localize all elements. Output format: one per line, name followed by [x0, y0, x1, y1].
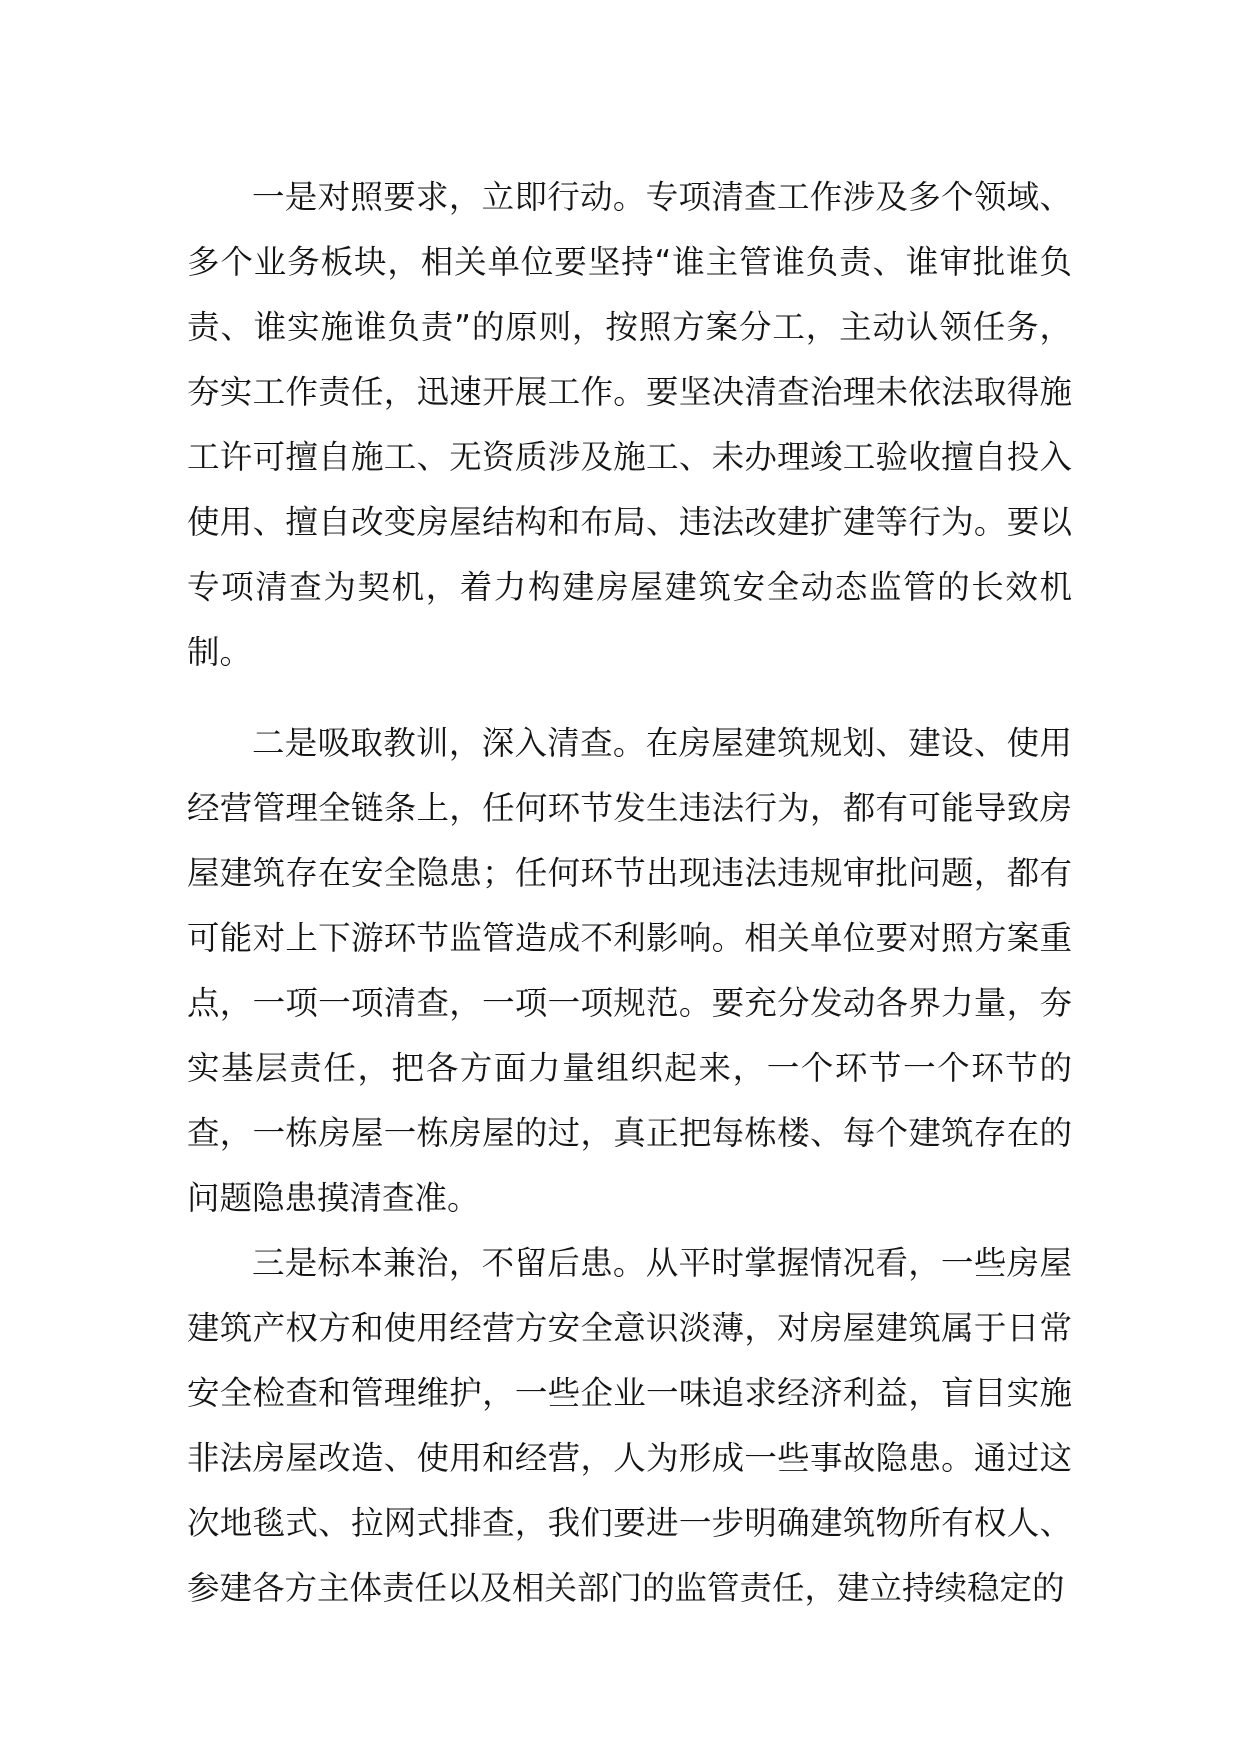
paragraph-2: 二是吸取教训，深入清查。在房屋建筑规划、建设、使用经营管理全链条上，任何环节发生违法行为，都有可能导致房屋建筑存在安全隐患；任何环节出现违法违规审批问题，都有可能对上下游环节监管造成不利影响。相关单位要对照方案重点，一项一项清查，一项一项规范。要充分发动各界力量，夯实基层责任，把各方面力量组织起来，一个环节一个环节的查，一栋房屋一栋房屋的过，真正把每栋楼、每个建筑存在的问题隐患摸清查准。: [187, 724, 1072, 1217]
paragraph-1: 一是对照要求，立即行动。专项清查工作涉及多个领域、多个业务板块，相关单位要坚持“谁主管谁负责、谁审批谁负责、谁实施谁负责”的原则，按照方案分工，主动认领任务，夯实工作责任，迅速开展工作。要坚决清查治理未依法取得施工许可擅自施工、无资质涉及施工、未办理竣工验收擅自投入使用、擅自改变房屋结构和布局、违法改建扩建等行为。要以专项清查为契机，着力构建房屋建筑安全动态监管的长效机制。: [187, 178, 1072, 671]
paragraph-3: 三是标本兼治，不留后患。从平时掌握情况看，一些房屋建筑产权方和使用经营方安全意识淡薄，对房屋建筑属于日常安全检查和管理维护，一些企业一味追求经济利益，盲目实施非法房屋改造、使用和经营，人为形成一些事故隐患。通过这次地毯式、拉网式排查，我们要进一步明确建筑物所有权人、参建各方主体责任以及相关部门的监管责任，建立持续稳定的: [187, 1244, 1072, 1607]
document-body: [187, 165, 1072, 1621]
